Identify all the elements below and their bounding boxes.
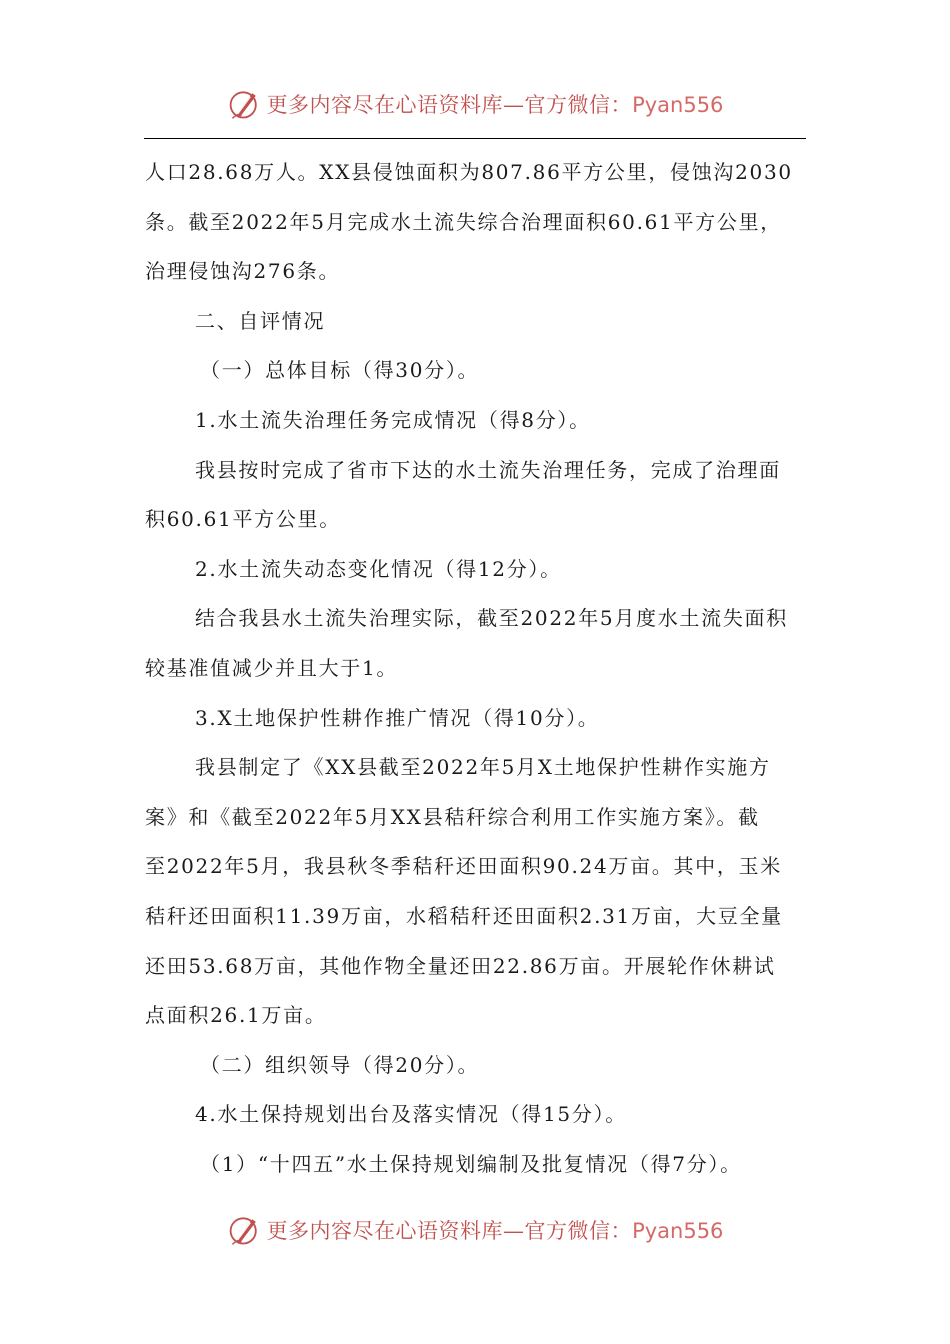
body-line: 至2022年5月，我县秋冬季秸秆还田面积90.24万亩。其中，玉米	[145, 854, 782, 879]
wechat-id: Pyan556	[632, 1219, 724, 1243]
body-line: 条。截至2022年5月完成水土流失综合治理面积60.61平方公里，	[145, 209, 782, 234]
body-line: 案》和《截至2022年5月XX县秸秆综合利用工作实施方案》。截	[145, 804, 760, 829]
header-divider	[144, 138, 806, 139]
item-heading: 3.X土地保护性耕作推广情况（得10分）。	[195, 705, 600, 730]
document-body	[145, 148, 807, 1189]
watermark-text: 更多内容尽在心语资料库—官方微信：Pyan556	[266, 1219, 724, 1243]
header-watermark	[0, 82, 950, 126]
body-line: 较基准值减少并且大于1。	[145, 655, 399, 680]
body-line: 还田53.68万亩，其他作物全量还田22.86万亩。开展轮作休耕试	[145, 953, 776, 978]
body-line: 人口28.68万人。XX县侵蚀面积为807.86平方公里，侵蚀沟2030	[145, 160, 793, 184]
body-line: 我县制定了《XX县截至2022年5月X土地保护性耕作实施方	[195, 755, 771, 780]
subsection-heading: （二）组织领导（得20分）。	[200, 1052, 480, 1077]
section-heading: 二、自评情况	[195, 308, 326, 333]
item-heading: 4.水土保持规划出台及落实情况（得15分）。	[195, 1102, 627, 1127]
sub-item-heading: （1）“十四五”水土保持规划编制及批复情况（得7分）。	[200, 1151, 742, 1176]
body-line: 结合我县水土流失治理实际，截至2022年5月度水土流失面积	[195, 606, 788, 631]
subsection-heading: （一）总体目标（得30分）。	[200, 358, 480, 383]
body-line: 治理侵蚀沟276条。	[145, 259, 341, 284]
item-heading: 2.水土流失动态变化情况（得12分）。	[195, 556, 562, 581]
body-line: 我县按时完成了省市下达的水土流失治理任务，完成了治理面	[195, 457, 781, 482]
body-line: 秸秆还田面积11.39万亩，水稻秸秆还田面积2.31万亩，大豆全量	[145, 903, 783, 928]
body-line: 积60.61平方公里。	[145, 507, 341, 532]
body-line: 点面积26.1万亩。	[145, 1003, 327, 1028]
footer-watermark	[0, 1208, 950, 1252]
wechat-id: Pyan556	[632, 93, 724, 117]
item-heading: 1.水土流失治理任务完成情况（得8分）。	[195, 407, 591, 432]
quill-pen-logo-icon	[227, 86, 263, 122]
quill-pen-logo-icon	[227, 1212, 263, 1248]
watermark-text: 更多内容尽在心语资料库—官方微信：Pyan556	[266, 93, 724, 117]
